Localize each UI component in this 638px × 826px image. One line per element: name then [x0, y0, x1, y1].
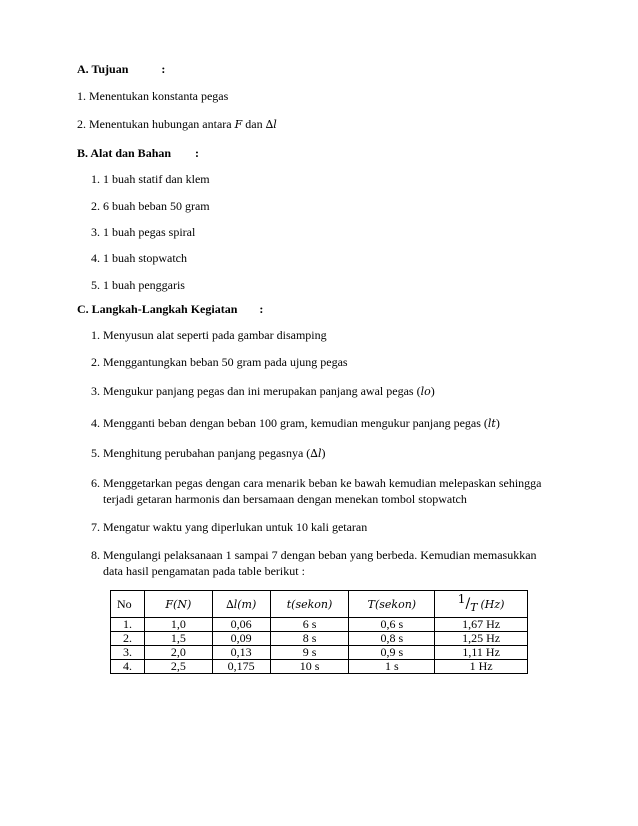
math-F: F: [234, 118, 243, 131]
table-row: [111, 632, 528, 646]
section-c-item-4-end: ): [495, 416, 500, 430]
header-no: No: [111, 591, 145, 618]
cell-frequency: 1,25 Hz: [435, 632, 528, 646]
header-time: t(sekon): [270, 591, 349, 618]
section-c-item-3: [91, 384, 435, 399]
math-delta-l: ∆l: [265, 118, 277, 131]
section-a-item-1: 1. Menentukan konstanta pegas: [77, 89, 229, 103]
cell-no: 1.: [111, 618, 145, 632]
observation-table: [110, 590, 528, 674]
table-header-row: [111, 591, 528, 618]
section-c-item-6-cont: terjadi getaran harmonis dan bersamaan dengan menekan tombol stopwatch: [103, 492, 467, 506]
cell-force: 2,5: [144, 660, 212, 674]
section-b-title: B. Alat dan Bahan: [77, 146, 172, 160]
cell-period: 1 s: [349, 660, 435, 674]
header-period: T(sekon): [349, 591, 435, 618]
cell-no: 3.: [111, 646, 145, 660]
section-c-item-5: [91, 446, 325, 461]
frequency-unit: (Hz): [480, 597, 505, 611]
math-delta-l-2: ∆l: [310, 447, 322, 460]
table-row: [111, 646, 528, 660]
section-c-item-7: 7. Mengatur waktu yang diperlukan untuk 10 kali getaran: [91, 520, 368, 534]
cell-delta-l: 0,13: [212, 646, 270, 660]
frac-denominator: T: [470, 600, 478, 614]
section-a-item-2: [77, 117, 277, 132]
cell-no: 4.: [111, 660, 145, 674]
section-c-item-5-end: ): [321, 446, 326, 460]
math-lo: lo: [420, 385, 431, 398]
cell-force: 2,0: [144, 646, 212, 660]
header-frequency: [435, 591, 528, 618]
section-b-colon: :: [195, 146, 200, 160]
section-b-heading: [77, 146, 199, 160]
cell-no: 2.: [111, 632, 145, 646]
frac-slash: /: [465, 595, 471, 612]
cell-frequency: 1,11 Hz: [435, 646, 528, 660]
section-c-item-2: 2. Menggantungkan beban 50 gram pada ujung pegas: [91, 355, 348, 369]
cell-time: 9 s: [270, 646, 349, 660]
section-c-item-1: 1. Menyusun alat seperti pada gambar disamping: [91, 328, 327, 342]
cell-period: 0,6 s: [349, 618, 435, 632]
frac-numerator: 1: [457, 591, 466, 606]
section-c-item-3-end: ): [430, 384, 435, 398]
section-b-item-2: 2. 6 buah beban 50 gram: [91, 199, 210, 213]
cell-frequency: 1,67 Hz: [435, 618, 528, 632]
section-c-item-8: 8. Mengulangi pelaksanaan 1 sampai 7 dengan beban yang berbeda. Kemudian memasukkan: [91, 548, 537, 562]
section-c-item-6: 6. Menggetarkan pegas dengan cara menarik beban ke bawah kemudian melepaskan sehingga: [91, 476, 542, 490]
section-c-title: C. Langkah-Langkah Kegiatan: [77, 302, 238, 316]
cell-force: 1,5: [144, 632, 212, 646]
cell-delta-l: 0,09: [212, 632, 270, 646]
section-a-title: A. Tujuan: [77, 62, 129, 76]
section-c-heading: [77, 302, 263, 316]
section-a-item-2-mid: dan: [242, 117, 266, 131]
cell-force: 1,0: [144, 618, 212, 632]
cell-frequency: 1 Hz: [435, 660, 528, 674]
cell-period: 0,9 s: [349, 646, 435, 660]
section-c-item-8-cont: data hasil pengamatan pada table berikut :: [103, 564, 305, 578]
cell-time: 10 s: [270, 660, 349, 674]
section-c-item-4: [91, 416, 500, 431]
section-c-colon: :: [259, 302, 264, 316]
section-b-item-1: 1. 1 buah statif dan klem: [91, 172, 210, 186]
section-c-item-3-text: 3. Mengukur panjang pegas dan ini merupakan panjang awal pegas (: [91, 384, 421, 398]
section-b-item-5: 5. 1 buah penggaris: [91, 278, 185, 292]
header-delta-l: ∆l(m): [212, 591, 270, 618]
math-lt: lt: [487, 417, 496, 430]
table-row: [111, 660, 528, 674]
table-row: [111, 618, 528, 632]
cell-delta-l: 0,06: [212, 618, 270, 632]
section-a-heading: [77, 62, 165, 76]
cell-time: 6 s: [270, 618, 349, 632]
section-a-colon: :: [161, 62, 166, 76]
frequency-fraction: [457, 591, 478, 614]
cell-time: 8 s: [270, 632, 349, 646]
cell-delta-l: 0,175: [212, 660, 270, 674]
section-a-item-2-text: 2. Menentukan hubungan antara: [77, 117, 235, 131]
cell-period: 0,8 s: [349, 632, 435, 646]
header-force: F(N): [144, 591, 212, 618]
section-b-item-3: 3. 1 buah pegas spiral: [91, 225, 196, 239]
section-c-item-4-text: 4. Mengganti beban dengan beban 100 gram, kemudian mengukur panjang pegas (: [91, 416, 488, 430]
section-b-item-4: 4. 1 buah stopwatch: [91, 251, 187, 265]
section-c-item-5-text: 5. Menghitung perubahan panjang pegasnya (: [91, 446, 311, 460]
